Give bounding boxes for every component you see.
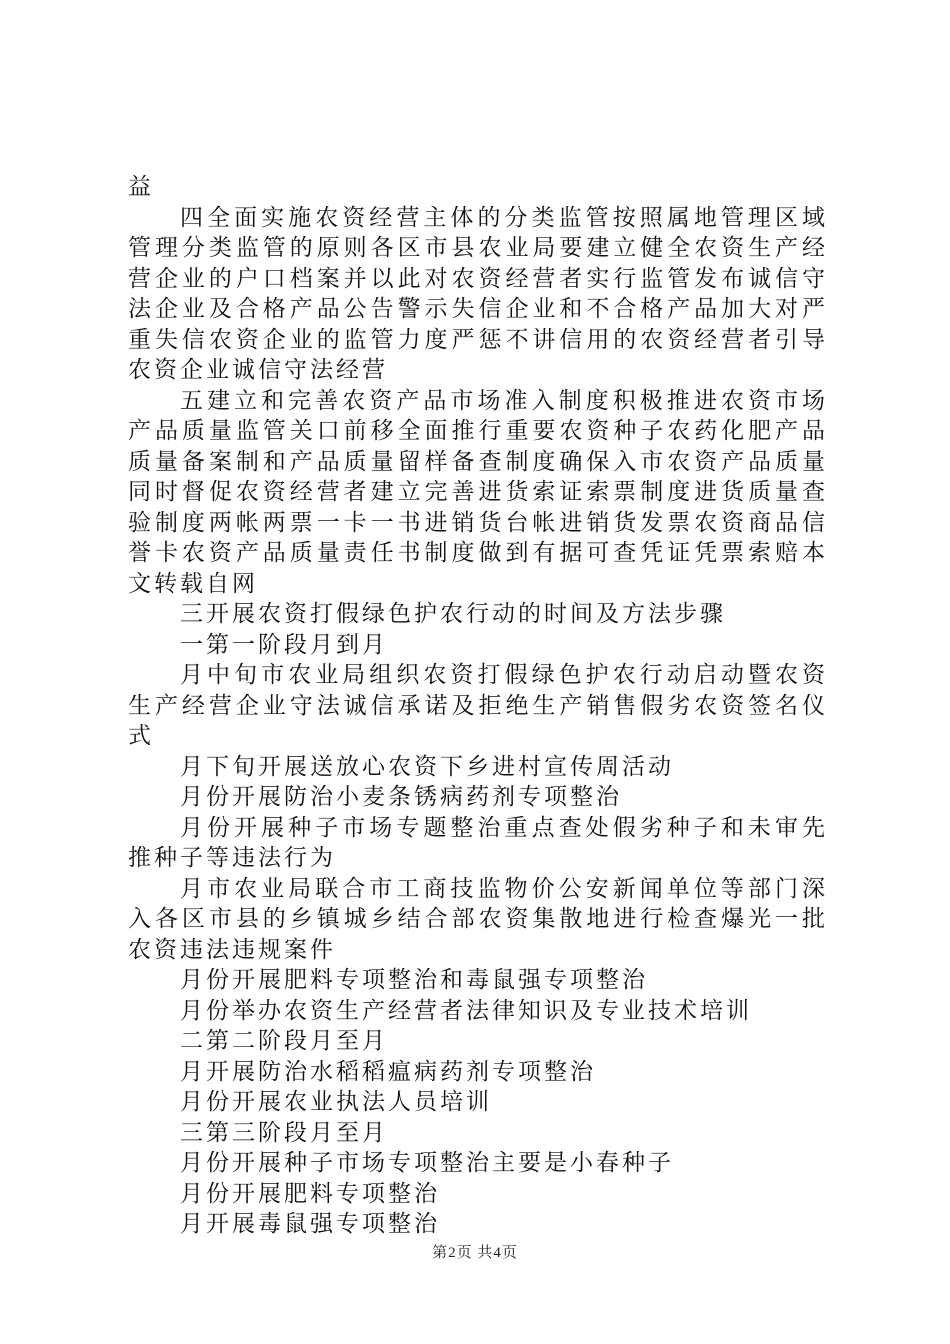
document-body	[128, 172, 828, 1240]
paragraph: 月开展毒鼠强专项整治	[180, 1211, 440, 1237]
paragraph: 月份开展肥料专项整治和毒鼠强专项整治	[180, 967, 648, 993]
paragraph: 四全面实施农资经营主体的分类监管按照属地管理区域管理分类监管的原则各区市县农业局要建立健全农资生产经营企业的户口档案并以此对农资经营者实行监管发布诚信守法企业及合格产品公告警示失信企业和不合格产品加大对严重失信农资企业的监管力度严惩不讲信用的农资经营者引导农资企业诚信守法经营	[128, 204, 828, 383]
paragraph: 月下旬开展送放心农资下乡进村宣传周活动	[180, 753, 674, 780]
paragraph: 月份开展种子市场专项整治主要是小春种子	[180, 1150, 674, 1176]
paragraph: 三第三阶段月至月	[180, 1119, 388, 1146]
paragraph: 益	[128, 174, 154, 200]
paragraph: 月份开展农业执法人员培训	[180, 1089, 492, 1115]
paragraph: 月份举办农资生产经营者法律知识及专业技术培训	[180, 997, 752, 1024]
paragraph: 月份开展防治小麦条锈病药剂专项整治	[180, 784, 622, 810]
paragraph: 月中旬市农业局组织农资打假绿色护农行动启动暨农资生产经营企业守法诚信承诺及拒绝生产销售假劣农资签名仪式	[128, 662, 828, 749]
paragraph: 二第二阶段月至月	[180, 1028, 388, 1054]
paragraph: 月份开展种子市场专题整治重点查处假劣种子和未审先推种子等违法行为	[128, 814, 828, 871]
paragraph: 月份开展肥料专项整治	[180, 1180, 440, 1207]
paragraph: 月开展防治水稻稻瘟病药剂专项整治	[180, 1058, 596, 1085]
page-footer: 第2页 共4页	[432, 1245, 518, 1261]
paragraph: 三开展农资打假绿色护农行动的时间及方法步骤	[180, 601, 726, 627]
paragraph: 一第一阶段月到月	[180, 631, 388, 658]
paragraph: 五建立和完善农资产品市场准入制度积极推进农资市场产品质量监管关口前移全面推行重要农资种子农药化肥产品质量备案制和产品质量留样备查制度确保入市农资产品质量同时督促农资经营者建立完善进货索证索票制度进货质量查验制度两帐两票一卡一书进销货台帐进销货发票农资商品信誉卡农资产品质量责任书制度做到有据可查凭证凭票索赔本文转载自网	[128, 387, 828, 597]
paragraph: 月市农业局联合市工商技监物价公安新闻单位等部门深入各区市县的乡镇城乡结合部农资集散地进行检查爆光一批农资违法违规案件	[128, 875, 828, 963]
